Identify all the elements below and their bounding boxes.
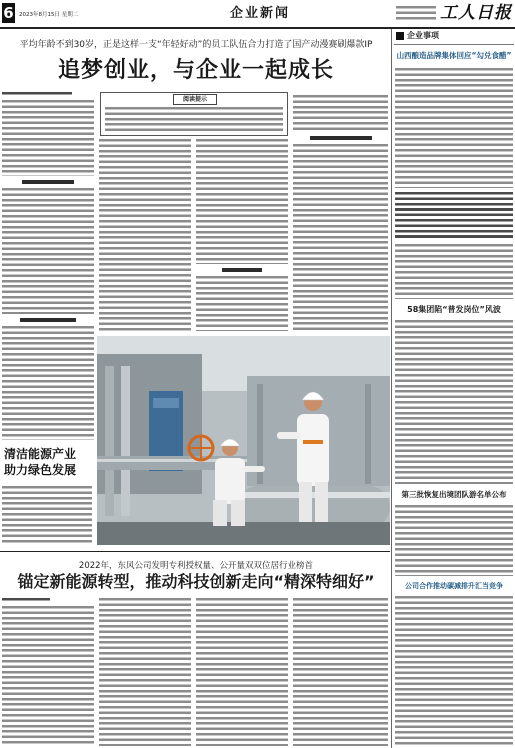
sidebar-story-text [395,192,513,240]
sidebar-column-label: 企业事项 [407,31,439,40]
article1-body-text [99,139,191,331]
article1-body-text [196,276,288,331]
sidebar-divider [391,29,392,748]
photo-vertical-pipe [121,366,130,516]
article1-subhead [20,318,76,322]
article1-byline [2,92,72,96]
newspaper-logo: 工人日报 [440,3,512,23]
article1-body-text [2,100,94,176]
article1-subtitle: 平均年龄不到30岁，正是这样一支“年轻好动”的员工队伍合力打造了国产动漫赛刷爆款IP [19,40,373,50]
article2-subtitle: 2022年，东风公司发明专利授权量、公开量双双位居行业榜首 [78,561,314,571]
photo-caption-text [2,486,92,544]
issue-date: 2023年8月15日 星期二 [19,12,79,18]
reading-tip-label: 阅读提示 [173,94,217,105]
sidebar-rule [394,44,514,45]
photo-illustration [97,336,390,545]
article2-title: 锚定新能源转型，推动科技创新走向“精深特细好” [17,572,375,591]
article2-body-text [99,598,191,746]
photo-overlay-title [4,446,92,478]
article1-body-text [293,95,388,132]
article2-body-text [196,598,288,746]
sidebar-story-title: 58集团陷“普发岗位”风波 [407,305,501,314]
header-rule [0,27,515,29]
article1-subhead [310,136,372,140]
article1-body-text [196,139,288,264]
sidebar-story-text [395,596,513,746]
article2-body-text [293,598,388,746]
sidebar-story-title: 第三批恢复出境团队游名单公布 [401,490,507,499]
photo-title-line: 清洁能源产业 [4,447,77,461]
article1-body-text [2,188,94,314]
news-photo [97,336,390,545]
sidebar-story-title: 山西酿造品牌集体回应“勾兑食醋” [396,51,512,60]
sidebar-story-text [395,68,513,188]
article1-body-text [2,326,94,440]
article2-byline [2,598,50,602]
column-square-icon [396,32,404,40]
article1-subhead [222,268,262,272]
sidebar-story-text [395,320,513,484]
masthead-info-text [396,6,436,22]
article-separator [0,551,390,552]
sidebar-story-text [395,505,513,576]
sidebar-story-title: 公司合作推动碳减排升汇当竞争 [405,582,503,590]
reading-tip-text [105,107,283,131]
photo-vertical-pipe [105,366,114,516]
article1-subhead [22,180,74,184]
article2-body-text [2,606,94,746]
section-title: 企业新闻 [229,6,290,21]
article1-title: 追梦创业，与企业一起成长 [57,58,334,83]
article1-body-text [293,144,388,331]
photo-title-line: 助力绿色发展 [4,463,77,477]
page-number: 6 [3,4,14,22]
sidebar-story-text [395,244,513,299]
